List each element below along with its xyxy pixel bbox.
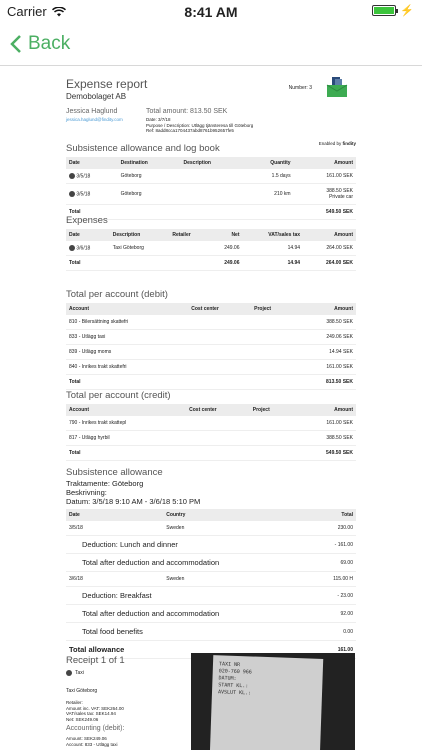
table-row: 840 - Inrikes trakt skattefri 161.00 SEK (66, 360, 356, 375)
report-header (66, 77, 356, 146)
table-row: 3/5/18 Sweden 230.00 (66, 521, 356, 536)
allowance-beskrivning: Beskrivning: (66, 488, 107, 497)
report-logo-icon (326, 75, 348, 97)
food-icon (69, 173, 75, 179)
table-row: Deduction: Breakfast - 23.00 (66, 587, 356, 605)
table-row: 3/5/18 Göteborg 210 km 388.50 SEK Private car (66, 184, 356, 205)
expenses-section (66, 215, 356, 271)
expenses-table: Date Description Retailer Net VAT/sales tax Amount 3/6/18 Taxi Göteborg 249.06 14.94 264.00 SEK Total 249.06 14.94 264.00 SEK (66, 229, 356, 271)
back-label: Back (28, 32, 71, 54)
expenses-title: Expenses (66, 215, 108, 226)
allowance-table: Date Country Total 3/5/18 Sweden 230.00 Deduction: Lunch and dinner - 161.00 Total after deduction and accommodation 69.00 3/6/18 Sweden 115.00 H Deduction: Breakfast - 23.00 Total after deduction and accommodation 92.00 Total food benefits 0.00 Total allowance 161.00 (66, 509, 356, 659)
back-button[interactable] (10, 33, 70, 55)
debit-section (66, 289, 356, 390)
allowance-section (66, 467, 356, 659)
receipt-accounting-title: Accounting (debit): (66, 725, 125, 732)
receipt-title: Receipt 1 of 1 (66, 655, 125, 666)
table-row: Total food benefits 0.00 (66, 623, 356, 641)
enabled-by: Enabled by findity (318, 141, 356, 146)
receipt-tag: Taxi (66, 670, 186, 676)
status-bar (0, 0, 422, 22)
charging-icon: ⚡ (400, 5, 414, 17)
logbook-table: Date Destination Description Quantity Amount 3/5/18 Göteborg 1.5 days 161.00 SEK 3/5/18 Göteborg 210 km 388.50 SEK Private car Total 549.50 SEK (66, 157, 356, 220)
navigation-bar (0, 22, 422, 66)
receipt-image[interactable] (191, 653, 355, 750)
table-row: 3/5/18 Göteborg 1.5 days 161.00 SEK (66, 169, 356, 184)
receipt-paper: TAXI NR 020-760 966 DATUM: START KL.: AVSLUT KL.: (209, 655, 323, 750)
table-row: 817 - Utlägg hyrbil 388.50 SEK (66, 431, 356, 446)
logbook-section (66, 143, 356, 220)
report-number: Number: 3 (288, 85, 312, 91)
table-row: Deduction: Lunch and dinner - 161.00 (66, 536, 356, 554)
table-row: Total allowance 161.00 (66, 641, 356, 659)
receipt-section (66, 655, 186, 747)
table-row: 790 - Inrikes trakt skattepl 161.00 SEK (66, 416, 356, 431)
battery-icon (372, 5, 396, 16)
debit-title: Total per account (debit) (66, 289, 168, 300)
table-row: Total after deduction and accommodation 69.00 (66, 554, 356, 572)
table-row: 839 - Utlägg moms 14.94 SEK (66, 345, 356, 360)
receipt-accounting: Amount: SEK249.06 Account: 833 - Utlägg taxi (66, 736, 118, 747)
debit-table: Account Cost center Project Amount 810 - Bilersättning skattefri 388.50 SEK 833 - Utlägg taxi 249.06 SEK 839 - Utlägg moms 14.94 SEK 840 - Inrikes trakt skattefri 161.00 SEK Total 813.50 SEK (66, 303, 356, 390)
report-ref: Ref: 8add8cca1704437abd8761b952657fe5 (146, 128, 234, 133)
carrier-label: Carrier (7, 4, 47, 19)
allowance-traktamente: Traktamente: Göteborg (66, 479, 144, 488)
battery-area (372, 4, 414, 17)
table-row: 3/6/18 Taxi Göteborg 249.06 14.94 264.00 SEK (66, 241, 356, 256)
report-date: Date: 3/7/18 (146, 117, 171, 122)
user-email[interactable]: jessica.haglund@findity.com (66, 117, 123, 122)
allowance-info (66, 479, 356, 506)
expense-document[interactable] (0, 67, 422, 750)
table-row: 810 - Bilersättning skattefri 388.50 SEK (66, 315, 356, 330)
car-icon (69, 191, 75, 197)
taxi-icon (66, 670, 72, 676)
clock: 8:41 AM (184, 4, 238, 20)
taxi-icon (69, 245, 75, 251)
user-name: Jessica Haglund (66, 108, 118, 115)
credit-table: Account Cost center Project Amount 790 - Inrikes trakt skattepl 161.00 SEK 817 - Utlägg hyrbil 388.50 SEK Total 549.50 SEK (66, 404, 356, 461)
company-name: Demobolaget AB (66, 92, 127, 101)
credit-title: Total per account (credit) (66, 390, 171, 401)
allowance-datum: Datum: 3/5/18 9:10 AM - 3/6/18 5:10 PM (66, 497, 201, 506)
receipt-name: Taxi Göteborg (66, 688, 98, 694)
table-row: Total after deduction and accommodation 92.00 (66, 605, 356, 623)
report-purpose: Purpose / Description: Utlägg tjänsteresa till Göteborg (146, 122, 254, 128)
credit-section (66, 390, 356, 461)
report-title: Expense report (66, 77, 148, 91)
total-amount: Total amount: 813.50 SEK (146, 108, 228, 115)
chevron-left-icon (10, 34, 22, 54)
receipt-details: Retailer: Amount inc. VAT: SEK264.00 VAT/sales tax: SEK14.94 Net: SEK249.06 (66, 700, 124, 722)
table-row: 833 - Utlägg taxi 249.06 SEK (66, 330, 356, 345)
allowance-title: Subsistence allowance (66, 467, 163, 478)
logbook-title: Subsistence allowance and log book (66, 143, 220, 154)
report-details (146, 117, 253, 134)
table-row: 3/6/18 Sweden 115.00 H (66, 572, 356, 587)
